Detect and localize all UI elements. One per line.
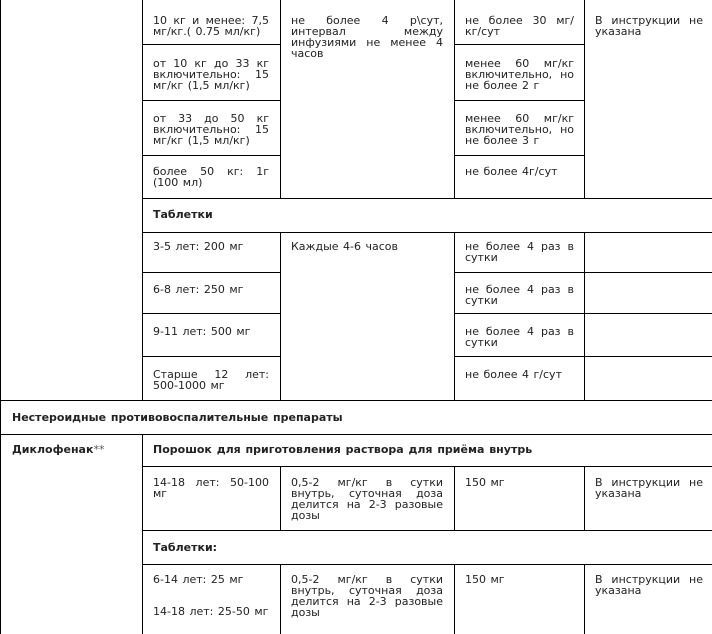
table-border	[280, 564, 281, 634]
table-border	[142, 100, 280, 101]
max-daily-cell: не более 4г/сут	[465, 165, 558, 178]
max-duration-cell: В инструкции не указана	[595, 573, 703, 597]
table-border	[142, 198, 712, 199]
table-border	[454, 155, 584, 156]
dose-cell: 14-18 лет: 25-50 мг	[153, 605, 269, 618]
table-border	[454, 44, 584, 45]
table-border	[142, 530, 712, 531]
max-daily-cell: не более 4 г/сут	[465, 368, 562, 381]
max-daily-cell: 150 мг	[465, 476, 505, 489]
max-daily-cell: не более 4 раз в сутки	[465, 240, 574, 264]
table-border	[142, 232, 712, 233]
max-daily-cell: не более 4 раз в сутки	[465, 325, 574, 349]
max-daily-cell: 150 мг	[465, 573, 505, 586]
dose-cell: от 33 до 50 кг включительно: 15 мг/кг (1,5 мл/кг)	[153, 112, 269, 147]
form-header-tablets: Таблетки	[153, 208, 213, 221]
frequency-cell: не более 4 р\сут, интервал между инфузиями не менее 4 часов	[291, 14, 443, 60]
form-header-tablets: Таблетки:	[153, 541, 218, 554]
table-border	[454, 466, 455, 530]
max-daily-cell: не более 30 мг/кг/сут	[465, 14, 574, 38]
table-border	[142, 155, 280, 156]
table-border	[280, 466, 281, 530]
frequency-cell: 0,5-2 мг/кг в сутки внутрь, суточная доза делится на 2-3 разовые дозы	[291, 476, 443, 522]
table-border	[584, 466, 585, 530]
table-border	[454, 0, 455, 198]
table-border	[454, 232, 455, 400]
table-border	[142, 0, 143, 400]
table-border	[142, 434, 143, 634]
table-border	[0, 400, 712, 401]
table-border	[454, 313, 712, 314]
table-border	[142, 272, 280, 273]
dose-cell: 6-14 лет: 25 мг	[153, 573, 244, 586]
frequency-cell: 0,5-2 мг/кг в сутки внутрь, суточная доза делится на 2-3 разовые дозы	[291, 573, 443, 619]
table-border	[142, 564, 712, 565]
table-border	[0, 0, 1, 634]
max-duration-cell: В инструкции не указана	[595, 14, 703, 38]
table-border	[142, 313, 280, 314]
max-daily-cell: менее 60 мг/кг включительно, но не более 2 г	[465, 57, 574, 92]
form-header-powder: Порошок для приготовления раствора для приёма внутрь	[153, 443, 533, 456]
max-daily-cell: менее 60 мг/кг включительно, но не более 3 г	[465, 112, 574, 147]
table-border	[142, 44, 280, 45]
table-border	[584, 564, 585, 634]
dose-cell: 6-8 лет: 250 мг	[153, 283, 244, 296]
table-border	[584, 232, 585, 400]
dose-cell: 9-11 лет: 500 мг	[153, 325, 251, 338]
dose-cell: 14-18 лет: 50-100 мг	[153, 476, 269, 500]
dose-cell: 10 кг и менее: 7,5 мг/кг.( 0.75 мл/кг)	[153, 14, 269, 38]
dose-cell: более 50 кг: 1г (100 мл)	[153, 165, 269, 189]
drug-name	[12, 444, 104, 455]
dose-cell: Старше 12 лет: 500-1000 мг	[153, 368, 269, 392]
dose-cell: от 10 кг до 33 кг включительно: 15 мг/кг (1,5 мл/кг)	[153, 57, 269, 92]
dose-cell: 3-5 лет: 200 мг	[153, 240, 244, 253]
table-border	[280, 232, 281, 400]
max-duration-cell: В инструкции не указана	[595, 476, 703, 500]
table-border	[454, 100, 584, 101]
max-daily-cell: не более 4 раз в сутки	[465, 283, 574, 307]
table-border	[142, 466, 712, 467]
table-border	[454, 564, 455, 634]
drug-footnote-mark: **	[93, 443, 105, 456]
table-border	[0, 434, 712, 435]
table-border	[280, 0, 281, 198]
table-border	[454, 272, 712, 273]
drug-group-header: Нестероидные противовоспалительные препараты	[12, 411, 343, 424]
drug-name-text: Диклофенак	[12, 443, 94, 456]
table-border	[142, 356, 280, 357]
table-border	[454, 356, 712, 357]
table-border	[584, 0, 585, 198]
frequency-cell: Каждые 4-6 часов	[291, 240, 398, 253]
